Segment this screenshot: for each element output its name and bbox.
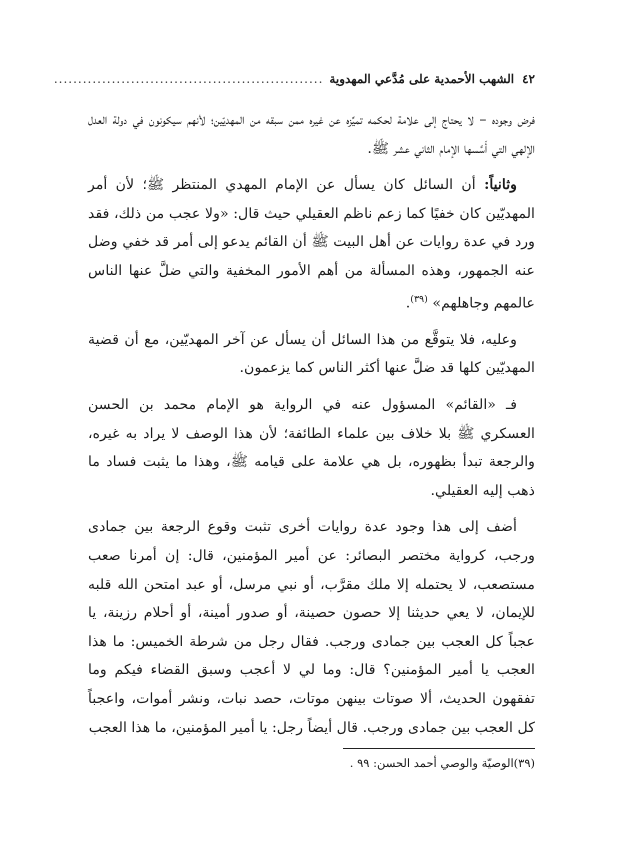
book-title: الشهب الأحمدية على مُدَّعي المهدوية — [329, 72, 515, 86]
paragraph-5: أضف إلى هذا وجود عدة روايات أخرى تثبت وقوع الرجعة بين جمادى ورجب، كرواية مختصر البصائر: عن أمير المؤمنين، قال: إن أمرنا صعب مستصعب، لا يحتمله إلا ملك مقرَّب، أو نبي مرسل، أو عبد امتحن الله قلبه للإيمان، لا يعي حديثنا إلا حصون حصينة، أو صدور أمينة، أو أحلام رزينة، يا عجباً كل العجب بين جمادى ورجب. فقال رجل من شرطة الخميس: ما هذا العجب يا أمير المؤمنين؟ قال: وما لي لا أعجب وسبق القضاء فيكم وما تفقهون الحديث، ألا صوتات بينهن موتات، حصد نبات، ونشر أموات، واعجباً كل العجب بين جمادى ورجب. قال أيضاً رجل: يا أمير المؤمنين، ما هذا العجب — [88, 519, 535, 736]
body-text — [88, 106, 535, 742]
header-dot-leader: ........................................................ — [53, 72, 324, 86]
page-number: ٤٢ — [522, 72, 535, 86]
paragraph-2-text: أن السائل كان يسأل عن الإمام المهدي المنتظر ﷺ؛ لأن أمر المهديّين كان خفيًا كما زعم ناظم العقيلي حيث قال: «ولا عجب من ذلك، فقد ورد في عدة روايات عن أهل البيت ﷺ أن القائم يدعو إلى أمر قد خفي وضل عنه الجمهور، وهذه المسألة من أهم الأمور المخفية والتي ضلَّ عنها الناس عالمهم وجاهلهم» — [88, 177, 535, 312]
paragraph-4: فـ «القائم» المسؤول عنه في الرواية هو الإمام محمد بن الحسن العسكري ﷺ بلا خلاف بين علماء الطائفة؛ لأن هذا الوصف لا يراد به غيره، والرجعة تبدأ بظهوره، بل هي علامة على قيامه ﷺ، وهذا ما يثبت فساد ما ذهب إليه العقيلي. — [88, 397, 535, 499]
footnote-divider — [343, 748, 535, 749]
paragraph-3: وعليه، فلا يتوقَّع من هذا السائل أن يسأل عن آخر المهديّين، مع أن قضية المهديّين كلها قد ضلَّ عنها أكثر الناس كما يزعمون. — [88, 331, 535, 377]
running-header — [53, 72, 535, 94]
paragraph-2: وثانياً: أن السائل كان يسأل عن الإمام المهدي المنتظر ﷺ؛ لأن أمر المهديّين كان خفيًا كما زعم ناظم العقيلي حيث قال: «ولا عجب من ذلك، فقد ورد في عدة روايات عن أهل البيت ﷺ أن القائم يدعو إلى أمر قد خفي وضل عنه الجمهور، وهذه المسألة من أهم الأمور المخفية والتي ضلَّ عنها الناس عالمهم وجاهلهم» $^{(٣٩)}$. — [88, 177, 535, 312]
paragraph-1: فرض وجوده – لا يحتاج إلى علامة لحكمه تميِّزه عن غيره ممن سبقه من المهديّين؛ لأنهم سيكونون في دولة العدل الإلهي التي أَسَّسها الإمام الثاني عشر ﷺ. — [88, 112, 535, 157]
paragraph-2-lead: وثانياً: — [484, 177, 517, 194]
footnote: (٣٩)الوصيّة والوصي أحمد الحسن: ٩٩ . — [349, 756, 535, 770]
footnote-reference: (٣٩) — [410, 293, 428, 305]
